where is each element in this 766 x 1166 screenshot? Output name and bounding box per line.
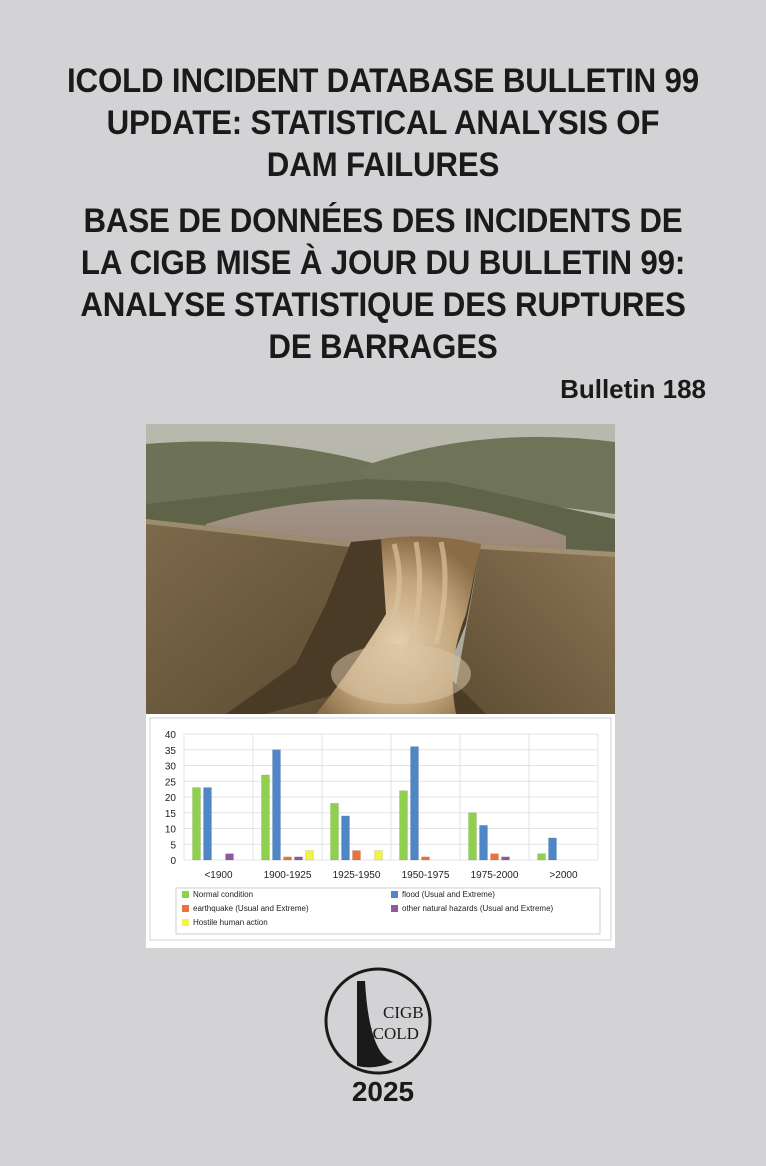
title-fr-line: ANALYSE STATISTIQUE DES RUPTURES <box>80 286 686 324</box>
bar <box>480 825 488 860</box>
bar <box>422 857 430 860</box>
title-fr-line: BASE DE DONNÉES DES INCIDENTS DE <box>83 202 683 240</box>
bar <box>469 813 477 860</box>
title-french <box>31 200 736 368</box>
legend-swatch <box>182 891 189 898</box>
bar <box>375 851 383 860</box>
legend-label: Hostile human action <box>193 918 268 927</box>
title-en-line: ICOLD INCIDENT DATABASE BULLETIN 99 <box>67 62 699 100</box>
legend-label: Normal condition <box>193 890 254 899</box>
bar <box>491 854 499 860</box>
y-tick-label: 15 <box>164 808 176 820</box>
bar <box>353 851 361 860</box>
legend-label: flood (Usual and Extreme) <box>402 890 495 899</box>
title-fr-line: DE BARRAGES <box>268 328 498 366</box>
title-en-line: DAM FAILURES <box>266 146 500 184</box>
bar <box>549 838 557 860</box>
legend-swatch <box>182 905 189 912</box>
bar <box>193 788 201 860</box>
bar <box>342 816 350 860</box>
x-tick-label: <1900 <box>204 870 233 881</box>
chart-panel <box>146 714 615 948</box>
x-tick-label: 1925-1950 <box>332 870 381 881</box>
logo-text-icold: ICOLD <box>367 1024 419 1043</box>
x-tick-label: 1975-2000 <box>470 870 519 881</box>
bulletin-number: Bulletin 188 <box>560 374 706 404</box>
bar <box>295 857 303 860</box>
bar <box>400 791 408 860</box>
title-en-line: UPDATE: STATISTICAL ANALYSIS OF <box>106 104 660 142</box>
cigb-icold-logo <box>323 966 433 1076</box>
legend-swatch <box>391 891 398 898</box>
y-tick-label: 35 <box>164 745 176 757</box>
logo-text-cigb: CIGB <box>383 1003 424 1022</box>
y-tick-label: 5 <box>170 840 176 852</box>
y-tick-label: 25 <box>164 777 176 789</box>
bar-chart <box>146 714 615 948</box>
bar <box>284 857 292 860</box>
x-tick-label: >2000 <box>549 870 578 881</box>
y-tick-label: 40 <box>164 730 176 741</box>
bar <box>411 747 419 860</box>
bar <box>538 854 546 860</box>
logo-seal <box>323 966 433 1076</box>
x-tick-label: 1950-1975 <box>401 870 450 881</box>
legend-label: earthquake (Usual and Extreme) <box>193 904 309 913</box>
bar <box>331 803 339 860</box>
cover-photo-dam-breach <box>146 424 615 714</box>
title-english <box>31 60 736 186</box>
y-tick-label: 10 <box>164 824 176 836</box>
bar <box>502 857 510 860</box>
bar <box>262 775 270 860</box>
legend-swatch <box>391 905 398 912</box>
y-tick-label: 20 <box>164 793 176 804</box>
bar <box>273 750 281 860</box>
legend-label: other natural hazards (Usual and Extreme) <box>402 904 554 913</box>
publication-year: 2025 <box>351 1076 415 1107</box>
title-fr-line: LA CIGB MISE À JOUR DU BULLETIN 99: <box>80 244 686 282</box>
bar <box>306 851 314 860</box>
bar <box>226 854 234 860</box>
x-tick-label: 1900-1925 <box>263 870 312 881</box>
dam-breach-illustration <box>146 424 615 714</box>
legend-swatch <box>182 919 189 926</box>
bar <box>204 788 212 860</box>
y-tick-label: 0 <box>170 856 176 867</box>
y-tick-label: 30 <box>164 761 176 773</box>
